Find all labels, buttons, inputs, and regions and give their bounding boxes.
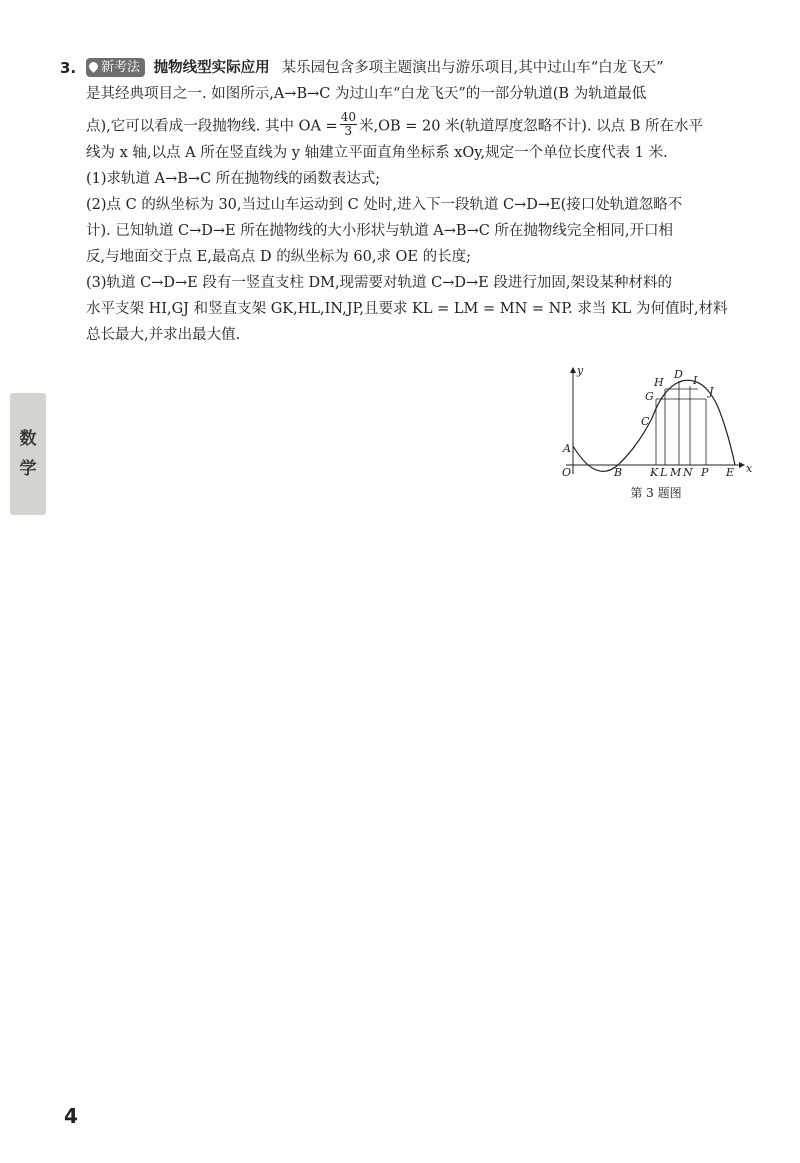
subject-char-2: 学 bbox=[19, 459, 37, 479]
label-h: H bbox=[654, 376, 664, 389]
problem-part-2-line-2: 计). 已知轨道 C→D→E 所在抛物线的大小形状与轨道 A→B→C 所在抛物线完全相同,开口相 bbox=[86, 223, 674, 239]
fraction-denominator: 3 bbox=[344, 124, 353, 138]
label-c: C bbox=[641, 415, 650, 428]
problem-line-1 bbox=[60, 55, 762, 81]
label-i: I bbox=[693, 374, 698, 387]
problem-line-4: 线为 x 轴,以点 A 所在竖直线为 y 轴建立平面直角坐标系 xOy,规定一个单位长度代表 1 米. bbox=[86, 145, 668, 161]
location-pin-icon bbox=[87, 60, 100, 73]
subject-char-1: 数 bbox=[19, 429, 37, 449]
fraction-oa bbox=[340, 111, 357, 138]
problem-3 bbox=[60, 55, 762, 348]
label-x: x bbox=[746, 462, 753, 475]
label-p: P bbox=[701, 466, 709, 479]
label-d: D bbox=[674, 368, 683, 381]
problem-part-1: (1)求轨道 A→B→C 所在抛物线的函数表达式; bbox=[86, 171, 381, 187]
problem-number: 3. bbox=[60, 59, 77, 77]
subject-side-tab bbox=[10, 393, 46, 515]
page-number: 4 bbox=[64, 1104, 78, 1128]
problem-line-2: 是其经典项目之一. 如图所示,A→B→C 为过山车“白龙飞天”的一部分轨道(B 为轨道最低 bbox=[86, 86, 647, 102]
label-y: y bbox=[577, 364, 584, 377]
line-text-3b: 米,OB = 20 米(轨道厚度忽略不计). 以点 B 所在水平 bbox=[359, 118, 703, 135]
fraction-numerator: 40 bbox=[340, 110, 356, 124]
label-o: O bbox=[562, 466, 572, 479]
line-text-3a: 点),它可以看成一段抛物线. 其中 OA = bbox=[86, 118, 338, 135]
label-g: G bbox=[645, 390, 654, 403]
problem-part-2-line-1: (2)点 C 的纵坐标为 30,当过山车运动到 C 处时,进入下一段轨道 C→D→E(接口处轨道忽略不 bbox=[86, 197, 683, 213]
new-method-badge bbox=[86, 58, 145, 77]
problem-line-3 bbox=[86, 107, 762, 140]
problem-part-2-line-3: 反,与地面交于点 E,最高点 D 的纵坐标为 60,求 OE 的长度; bbox=[86, 249, 471, 265]
badge-label: 新考法 bbox=[101, 60, 141, 75]
label-b: B bbox=[614, 466, 623, 479]
line-text-1: 某乐园包含多项主题演出与游乐项目,其中过山车“白龙飞天” bbox=[281, 60, 664, 76]
label-m: M bbox=[670, 466, 682, 479]
label-l: L bbox=[660, 466, 668, 479]
problem-part-3-line-1: (3)轨道 C→D→E 段有一竖直支柱 DM,现需要对轨道 C→D→E 段进行加固,架设某种材料的 bbox=[86, 275, 672, 291]
label-e: E bbox=[726, 466, 735, 479]
problem-part-3-line-3: 总长最大,并求出最大值. bbox=[86, 327, 241, 343]
label-n: N bbox=[683, 466, 693, 479]
label-k: K bbox=[650, 466, 659, 479]
problem-part-3-line-2: 水平支架 HI,GJ 和竖直支架 GK,HL,IN,JP,且要求 KL = LM = MN = NP. 求当 KL 为何值时,材料 bbox=[86, 301, 728, 317]
label-a: A bbox=[563, 442, 571, 455]
problem-topic: 抛物线型实际应用 bbox=[153, 60, 270, 76]
figure-caption: 第 3 题图 bbox=[630, 486, 682, 500]
label-j: J bbox=[709, 385, 714, 398]
